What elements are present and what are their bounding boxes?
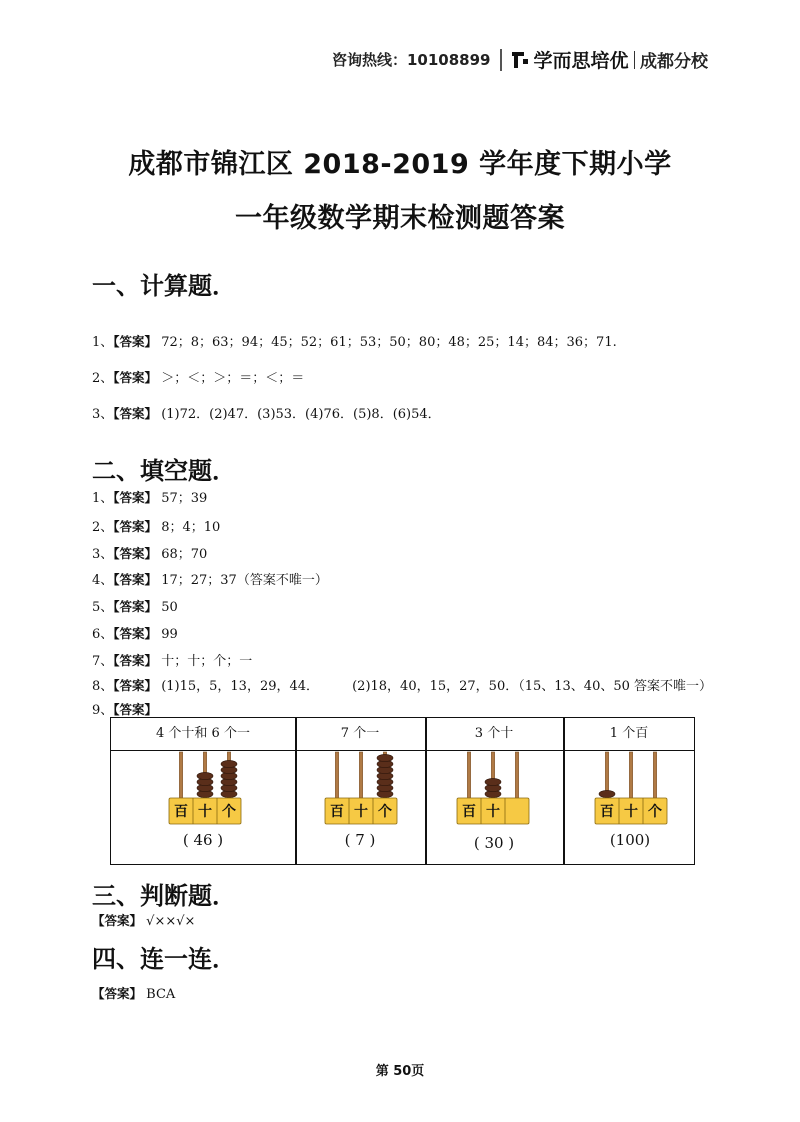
answer-tag: 【答案】: [92, 913, 143, 928]
abacus-place-label: 百: [600, 804, 614, 820]
fill-answer-6: [92, 623, 178, 642]
fill-answer-2: [92, 516, 220, 535]
abacus-place-label: 十: [354, 804, 368, 820]
abacus-rod: [179, 752, 182, 798]
abacus-header-3: 3 个十: [425, 718, 563, 751]
abacus-place-label: 十: [624, 804, 638, 820]
item-number: 6、: [92, 627, 114, 642]
page-title-line1: 成都市锦江区 2018-2019 学年度下期小学: [128, 149, 672, 180]
abacus-rod: [335, 752, 338, 798]
brand-name: 学而思培优: [533, 50, 629, 72]
abacus-place-label: 十: [486, 804, 500, 820]
item-number: 1、: [92, 335, 114, 350]
answer-tag: 【答案】: [113, 678, 158, 693]
abacus-answer-1: ( 46 ): [182, 831, 224, 849]
fill-answer-9: [92, 699, 157, 718]
abacus-answer-3: ( 30 ): [473, 834, 515, 852]
fill-answer-5: [92, 596, 178, 615]
fill-answer-4: [92, 569, 328, 588]
answer-tag: 【答案】: [113, 334, 158, 349]
section-heading-connect: 四、连一连．: [92, 945, 236, 973]
item-number: 5、: [92, 600, 114, 615]
campus-name: 成都分校: [640, 52, 708, 72]
abacus-place-label: 个: [378, 804, 392, 820]
answer-text: 十；十；个；一: [161, 654, 253, 669]
answer-tag: 【答案】: [113, 519, 158, 534]
abacus-place-label: 十: [198, 804, 212, 820]
abacus-header-4: 1 个百: [563, 718, 695, 751]
answer-text: √××√×: [146, 914, 196, 929]
hotline-text: 咨询热线：10108899: [331, 51, 491, 69]
abacus-rod: [467, 752, 470, 798]
answer-tag: 【答案】: [113, 626, 158, 641]
abacus-answer-4: (100): [609, 831, 651, 849]
answer-text: (1)72．(2)47．(3)53．(4)76．(5)8．(6)54．: [161, 407, 441, 422]
judge-answer: [92, 911, 195, 929]
section-heading-fill: 二、填空题．: [92, 457, 236, 485]
answer-tag: 【答案】: [92, 986, 143, 1001]
calc-answer-2: [92, 367, 304, 386]
page-header: [332, 46, 708, 73]
answer-text: 72；8；63；94；45；52；61；53；50；80；48；25；14；84；36；71.: [161, 335, 617, 350]
answer-text: ＞；＜；＞；＝；＜；＝: [161, 371, 305, 386]
brand-logo: [510, 46, 708, 73]
answer-text: 17；27；37（答案不唯一）: [161, 573, 328, 588]
abacus-rod: [515, 752, 518, 798]
item-number: 3、: [92, 407, 114, 422]
brand-divider: [634, 51, 636, 69]
section-heading-calc: 一、计算题．: [92, 272, 236, 300]
item-number: 2、: [92, 520, 114, 535]
abacus-header-2: 7 个一: [295, 718, 425, 751]
connect-answer: [92, 984, 175, 1002]
answer-tag: 【答案】: [113, 370, 158, 385]
item-number: 7、: [92, 654, 114, 669]
item-number: 1、: [92, 491, 114, 506]
answer-tag: 【答案】: [113, 572, 158, 587]
calc-answer-3: [92, 403, 441, 422]
answer-tag: 【答案】: [113, 653, 158, 668]
header-divider: [500, 49, 502, 71]
answer-text: 50: [161, 600, 178, 615]
fill-answer-7: [92, 650, 252, 669]
abacus-place-label: 百: [174, 804, 188, 820]
abacus-bead: [197, 772, 213, 779]
answer-tag: 【答案】: [113, 490, 158, 505]
fill-answer-8: [92, 675, 712, 694]
brand-icon: [510, 49, 530, 71]
abacus-header-1: 4 个十和 6 个一: [111, 718, 295, 751]
item-number: 9、: [92, 703, 114, 718]
abacus-place-label: 百: [330, 804, 344, 820]
answer-text: 8；4；10: [161, 520, 221, 535]
abacus-rod: [653, 752, 656, 798]
abacus-bead: [221, 760, 237, 767]
answer-text: 99: [161, 627, 178, 642]
section-heading-judge: 三、判断题．: [92, 882, 236, 910]
calc-answer-1: [92, 331, 617, 350]
abacus-rod: [359, 752, 362, 798]
item-number: 3、: [92, 547, 114, 562]
answer-text: 57；39: [161, 491, 208, 506]
abacus-table: [110, 717, 695, 865]
abacus-place-label: 百: [462, 804, 476, 820]
abacus-bead: [377, 754, 393, 761]
answer-text: BCA: [146, 987, 176, 1002]
answer-tag: 【答案】: [113, 599, 158, 614]
answer-text: 68；70: [161, 547, 208, 562]
item-number: 4、: [92, 573, 114, 588]
abacus-bead: [599, 790, 615, 797]
abacus-place-label: 个: [648, 804, 662, 820]
answer-text: (1)15，5，13，29，44． (2)18，40，15，27，50．（15、13、40、50 答案不唯一）: [161, 679, 713, 694]
item-number: 2、: [92, 371, 114, 386]
page-number: 第 50页: [375, 1064, 425, 1079]
abacus-rod: [629, 752, 632, 798]
abacus-place-label: 个: [222, 804, 236, 820]
fill-answer-3: [92, 543, 207, 562]
page-title-line2: 一年级数学期末检测题答案: [235, 203, 565, 234]
item-number: 8、: [92, 679, 114, 694]
answer-tag: 【答案】: [113, 702, 158, 717]
fill-answer-1: [92, 487, 207, 506]
answer-tag: 【答案】: [113, 546, 158, 561]
abacus-answer-2: ( 7 ): [344, 831, 376, 849]
abacus-bead: [485, 778, 501, 785]
answer-tag: 【答案】: [113, 406, 158, 421]
